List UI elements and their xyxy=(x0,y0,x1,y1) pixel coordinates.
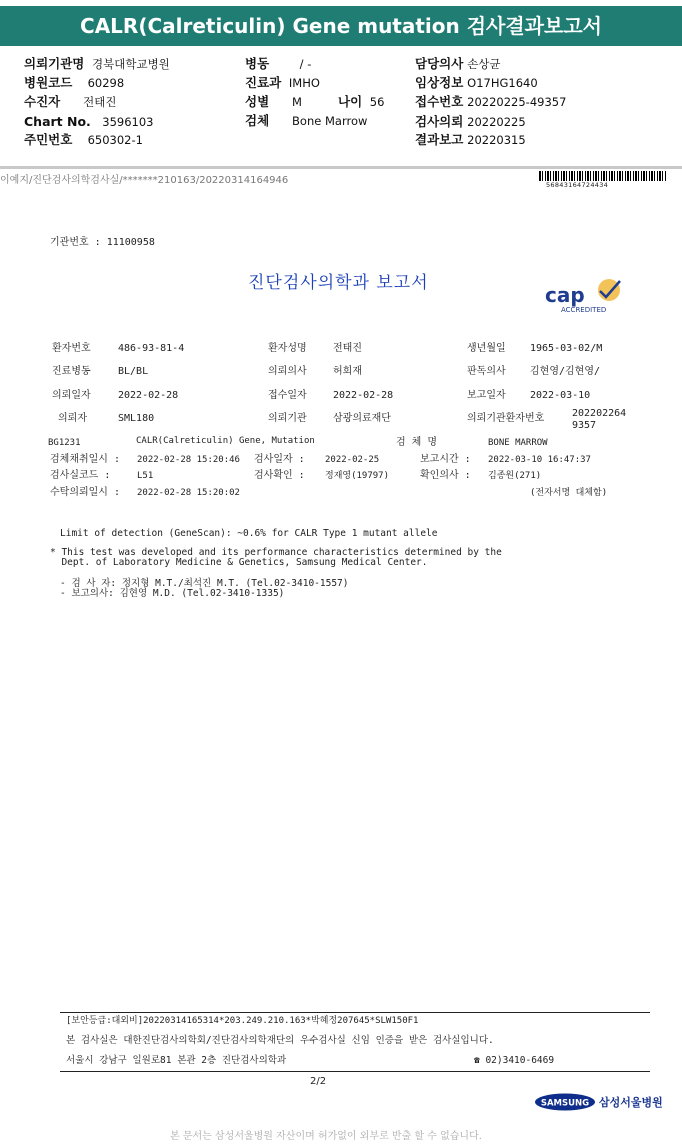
detail-value: 김종원(271) xyxy=(488,471,542,481)
reporter-line: - 보고의사: 김현영 M.D. (Tel.02-3410-1335) xyxy=(60,588,285,599)
field-value: O17HG1640 xyxy=(467,76,538,90)
header-field xyxy=(415,95,566,109)
field-value: 손상균 xyxy=(467,57,501,71)
field-label: 검사의뢰 xyxy=(415,114,464,129)
header-field xyxy=(245,57,311,71)
field-value: / - xyxy=(299,57,312,71)
field-value: IMHO xyxy=(288,76,320,90)
security-line: [보안등급:대외비]20220314165314*203.249.210.163*박혜정207645*SLW150F1 xyxy=(66,1016,419,1026)
info-label: 의뢰자 xyxy=(58,413,87,424)
field-value: Bone Marrow xyxy=(292,114,368,128)
cap-sub: ACCREDITED xyxy=(561,306,607,314)
field-label: Chart No. xyxy=(24,114,91,129)
divider xyxy=(60,1071,650,1072)
report-title: CALR(Calreticulin) Gene mutation 검사결과보고서 xyxy=(0,6,682,46)
info-label: 접수일자 xyxy=(268,390,307,401)
specimen-value: BONE MARROW xyxy=(488,438,548,448)
barcode-icon xyxy=(539,171,667,181)
samsung-word: SAMSUNG xyxy=(540,1098,590,1109)
detail-label: 검체채취일시 : xyxy=(50,454,121,465)
field-value: 전태진 xyxy=(83,95,117,109)
info-value: 2022-03-10 xyxy=(530,390,591,401)
field-label: 진료과 xyxy=(245,75,282,90)
field-label: 담당의사 xyxy=(415,56,464,71)
header-field xyxy=(24,76,124,90)
test-name: CALR(Calreticulin) Gene, Mutation xyxy=(136,436,315,446)
info-label: 의뢰기관 xyxy=(268,413,307,424)
header-field xyxy=(415,76,538,90)
detail-value: 2022-03-10 16:47:37 xyxy=(488,455,591,465)
field-value: M xyxy=(292,95,302,109)
header-field xyxy=(24,133,143,147)
info-label: 의뢰일자 xyxy=(52,390,91,401)
info-label: 환자번호 xyxy=(52,343,91,354)
detail-label: 검사일자 : xyxy=(254,454,305,465)
cap-accredited-logo xyxy=(543,276,633,316)
info-value: 2022-02-28 xyxy=(118,390,179,401)
field-label: 병동 xyxy=(245,56,270,71)
info-value: 2022022649357 xyxy=(572,408,627,431)
detail-value: 정재영(19797) xyxy=(325,471,390,481)
header-field xyxy=(245,95,302,109)
header-field xyxy=(24,115,153,129)
field-label: 성별 xyxy=(245,94,270,109)
certification-line: 본 검사실은 대한진단검사의학회/진단검사의학재단의 우수검사실 신임 인증을 받은 검사실입니다. xyxy=(66,1035,494,1046)
page-number: 2/2 xyxy=(310,1076,327,1087)
disclaimer-line-2: Dept. of Laboratory Medicine & Genetics, Samsung Medical Center. xyxy=(50,557,428,568)
footer-notice: 본 문서는 삼성서울병원 자산이며 허가없이 외부로 반출 할 수 없습니다. xyxy=(170,1131,482,1142)
detail-label: 검사실코드 : xyxy=(50,470,111,481)
field-label: 병원코드 xyxy=(24,75,73,90)
scan-path: 이예지/진단검사의학검사실/*******210163/20220314164946 xyxy=(0,175,289,186)
header-field xyxy=(415,115,526,129)
field-label: 접수번호 xyxy=(415,94,464,109)
info-label: 보고일자 xyxy=(467,390,506,401)
field-label: 의뢰기관명 xyxy=(24,56,85,71)
info-label: 생년월일 xyxy=(467,343,506,354)
header-field xyxy=(415,133,526,147)
detection-limit: Limit of detection (GeneScan): ~0.6% for CALR Type 1 mutant allele xyxy=(60,528,438,539)
info-value: 1965-03-02/M xyxy=(530,343,603,354)
field-label: 검체 xyxy=(245,113,270,128)
divider xyxy=(60,1012,650,1013)
field-value: 3596103 xyxy=(102,115,154,129)
info-label: 판독의사 xyxy=(467,366,506,377)
field-value: 경북대학교병원 xyxy=(92,57,170,71)
field-value: 650302-1 xyxy=(87,133,143,147)
header-field-age xyxy=(338,95,384,109)
cap-word: cap xyxy=(545,283,585,307)
tester-line: - 검 사 자: 정지형 M.T./최석진 M.T. (Tel.02-3410-1557) xyxy=(60,578,349,589)
info-value: 김현영/김현영/ xyxy=(530,366,601,377)
info-label: 의뢰의사 xyxy=(268,366,307,377)
samsung-hospital-logo xyxy=(535,1093,663,1115)
detail-value: L51 xyxy=(137,471,154,481)
detail-value: 2022-02-28 15:20:46 xyxy=(137,455,240,465)
agency-number: 기관번호 : 11100958 xyxy=(50,237,155,248)
e-signature-note: (전자서명 대체함) xyxy=(530,488,608,498)
header-field xyxy=(245,76,320,90)
detail-label: 수탁의뢰일시 : xyxy=(50,487,121,498)
detail-value: 2022-02-28 15:20:02 xyxy=(137,488,240,498)
detail-value: 2022-02-25 xyxy=(325,455,380,465)
info-value: 2022-02-28 xyxy=(333,390,394,401)
info-value: 486-93-81-4 xyxy=(118,343,185,354)
field-value: 56 xyxy=(369,95,385,109)
field-label: 나이 xyxy=(338,94,363,109)
info-value: 삼광의료재단 xyxy=(333,413,391,424)
field-value: 20220315 xyxy=(467,133,526,147)
header-field xyxy=(415,57,500,71)
field-label: 주민번호 xyxy=(24,132,73,147)
test-code: BG1231 xyxy=(48,438,81,448)
info-value: SML180 xyxy=(118,413,155,424)
divider xyxy=(0,166,682,169)
detail-label: 검사확인 : xyxy=(254,470,305,481)
field-value: 60298 xyxy=(87,76,125,90)
field-label: 결과보고 xyxy=(415,132,464,147)
detail-label: 보고시간 : xyxy=(420,454,471,465)
address-line: 서울시 강남구 일원로81 본관 2층 진단검사의학과 xyxy=(66,1055,287,1066)
phone-line: ☎ 02)3410-6469 xyxy=(474,1055,555,1066)
info-value: 전태진 xyxy=(333,343,362,354)
field-label: 수진자 xyxy=(24,94,61,109)
header-field xyxy=(24,57,170,71)
field-value: 20220225-49357 xyxy=(467,95,567,109)
info-value: 허희재 xyxy=(333,366,362,377)
header-field xyxy=(24,95,116,109)
specimen-label: 검 체 명 xyxy=(396,437,438,448)
info-label: 진료병동 xyxy=(52,366,91,377)
info-value: BL/BL xyxy=(118,366,149,377)
field-label: 임상정보 xyxy=(415,75,464,90)
document-title: 진단검사의학과 보고서 xyxy=(248,273,429,293)
field-value: 20220225 xyxy=(467,115,526,129)
info-label: 환자성명 xyxy=(268,343,307,354)
hospital-name: 삼성서울병원 xyxy=(599,1096,663,1109)
detail-label: 확인의사 : xyxy=(420,470,471,481)
header-field xyxy=(245,114,367,128)
disclaimer-line-1: * This test was developed and its performance characteristics determined by the xyxy=(50,547,502,558)
info-label: 의뢰기관환자번호 xyxy=(467,413,545,424)
barcode-number: 56843164724434 xyxy=(546,181,609,189)
